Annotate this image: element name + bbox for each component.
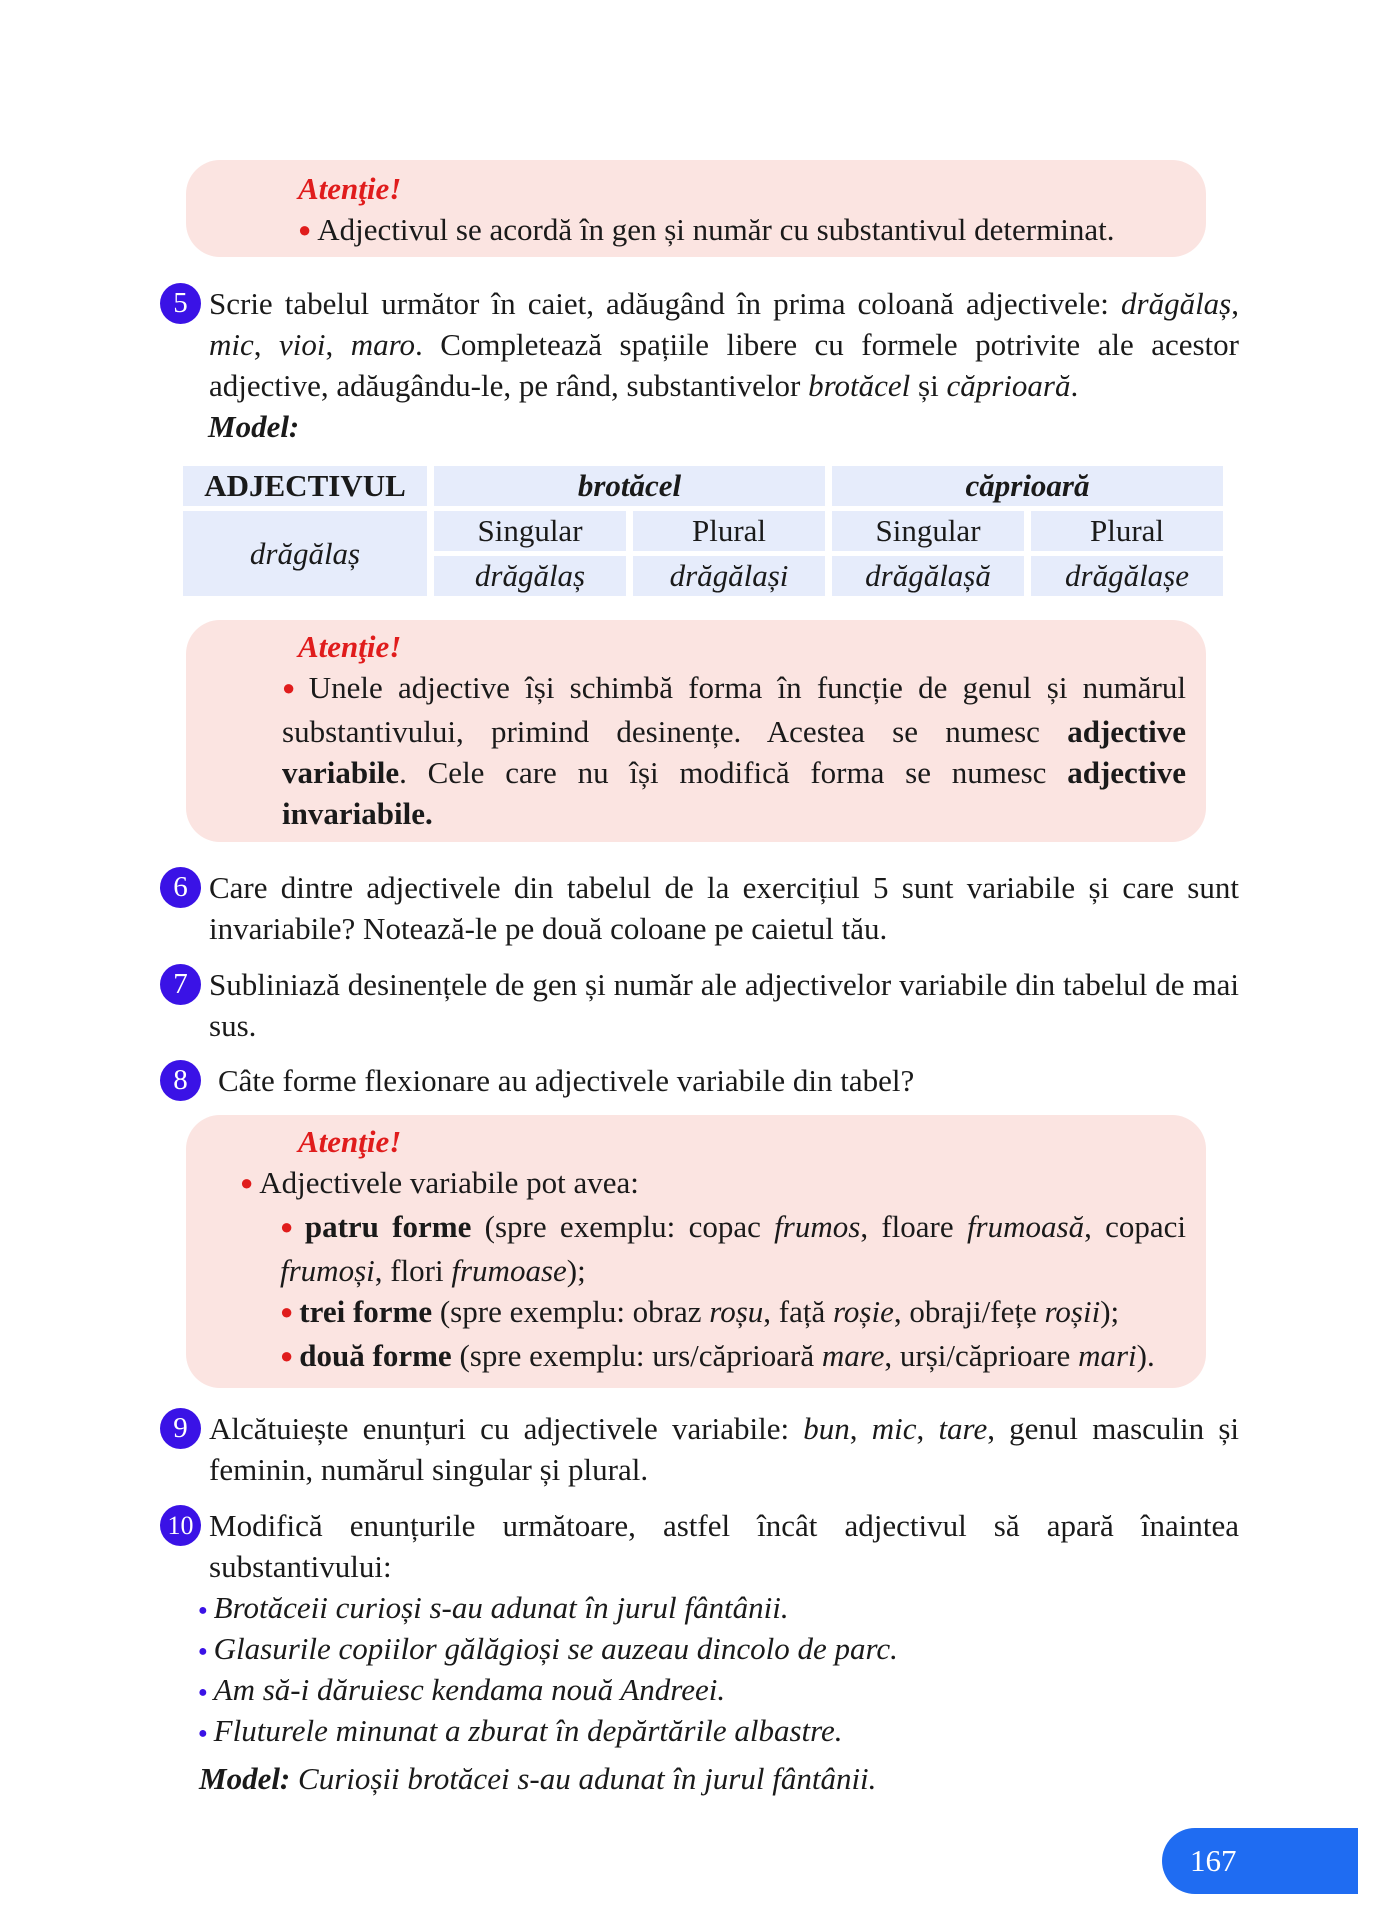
exercise-5-text: Scrie tabelul următor în caiet, adăugând în prima coloană adjectivele: drăgălaș, mic, vioi, maro. Completează spațiile libere cu formele potrivite ale acestor adjective, adăugându-le, pe rând, substantivelor brotăcel și căprioară. bbox=[209, 286, 1239, 403]
model-line: Model: Curioșii brotăcei s-au adunat în jurul fântânii. bbox=[199, 1761, 877, 1796]
table-subheader: Singular bbox=[434, 511, 626, 551]
list-item: ● patru forme (spre exemplu: copac frumos, floare frumoasă, copaci frumoși, flori frumoase); bbox=[280, 1209, 1187, 1288]
attention-text: ● Unele adjective își schimbă forma în funcție de genul și numărul substantivului, primind desinențe. Acestea se numesc adjective variabile. Cele care nu își modifică forma se numesc adjective invariabile. bbox=[282, 670, 1186, 831]
bullet-icon: ● bbox=[280, 1214, 299, 1239]
exercise-number: 8 bbox=[160, 1060, 201, 1101]
attention-box-3 bbox=[186, 1115, 1206, 1388]
table-cell: drăgălaș bbox=[434, 556, 626, 596]
bullet-icon: ● bbox=[280, 1299, 294, 1324]
attention-intro: ● Adjectivele variabile pot avea: bbox=[240, 1165, 639, 1200]
table-subheader: Plural bbox=[633, 511, 825, 551]
exercise-6-text: Care dintre adjectivele din tabelul de la exercițiul 5 sunt variabile și care sunt invariabile? Notează-le pe două coloane pe caietul tău. bbox=[209, 870, 1239, 946]
list-item: ● Am să-i dăruiesc kendama nouă Andreei. bbox=[198, 1672, 726, 1707]
list-item: ● Brotăceii curioși s-au adunat în jurul fântânii. bbox=[198, 1590, 789, 1625]
attention-box-1 bbox=[186, 160, 1206, 257]
bullet-icon: ● bbox=[298, 217, 312, 242]
attention-box-2 bbox=[186, 620, 1206, 842]
exercise-number: 10 bbox=[160, 1505, 201, 1546]
list-item: ● trei forme (spre exemplu: obraz roșu, față roșie, obraji/fețe roșii); bbox=[280, 1294, 1120, 1329]
bullet-icon: ● bbox=[282, 675, 303, 700]
exercise-10-text: Modifică enunțurile următoare, astfel încât adjectivul să apară înaintea substantivului: bbox=[209, 1508, 1239, 1584]
table-cell: drăgălașe bbox=[1031, 556, 1223, 596]
bullet-icon: ● bbox=[280, 1343, 294, 1368]
table-subheader: Singular bbox=[832, 511, 1024, 551]
table-subheader: Plural bbox=[1031, 511, 1223, 551]
bullet-icon: ● bbox=[240, 1170, 254, 1195]
bullet-icon: ● bbox=[198, 1725, 208, 1742]
list-item: ● Fluturele minunat a zburat în depărtările albastre. bbox=[198, 1713, 843, 1748]
table-cell: drăgălași bbox=[633, 556, 825, 596]
list-item: ● două forme (spre exemplu: urs/căprioară mare, urși/căprioare mari). bbox=[280, 1338, 1155, 1373]
model-label: Model: bbox=[208, 409, 300, 444]
exercise-9-text: Alcătuiește enunțuri cu adjectivele variabile: bun, mic, tare, genul masculin și feminin, numărul singular și plural. bbox=[209, 1411, 1240, 1487]
exercise-number: 5 bbox=[160, 283, 201, 324]
page-number: 167 bbox=[1162, 1828, 1358, 1894]
table-header: brotăcel bbox=[434, 466, 825, 506]
attention-title: Atenţie! bbox=[298, 171, 402, 206]
table-header: ADJECTIVUL bbox=[183, 466, 427, 506]
exercise-number: 7 bbox=[160, 964, 201, 1005]
bullet-icon: ● bbox=[198, 1602, 208, 1619]
exercise-7-text: Subliniază desinențele de gen și număr ale adjectivelor variabile din tabelul de mai sus. bbox=[209, 967, 1239, 1043]
table-header: căprioară bbox=[832, 466, 1223, 506]
list-item: ● Glasurile copiilor gălăgioși se auzeau dincolo de parc. bbox=[198, 1631, 898, 1666]
exercise-number: 9 bbox=[160, 1408, 201, 1449]
adjective-table bbox=[176, 461, 1230, 601]
attention-title: Atenţie! bbox=[298, 1124, 402, 1159]
bullet-icon: ● bbox=[198, 1643, 208, 1660]
attention-text: ● Adjectivul se acordă în gen și număr cu substantivul determinat. bbox=[298, 212, 1115, 247]
exercise-number: 6 bbox=[160, 867, 201, 908]
bullet-icon: ● bbox=[198, 1684, 208, 1701]
table-row-label: drăgălaș bbox=[183, 511, 427, 596]
exercise-8-text: Câte forme flexionare au adjectivele variabile din tabel? bbox=[218, 1063, 915, 1098]
table-cell: drăgălașă bbox=[832, 556, 1024, 596]
attention-title: Atenţie! bbox=[298, 629, 402, 664]
